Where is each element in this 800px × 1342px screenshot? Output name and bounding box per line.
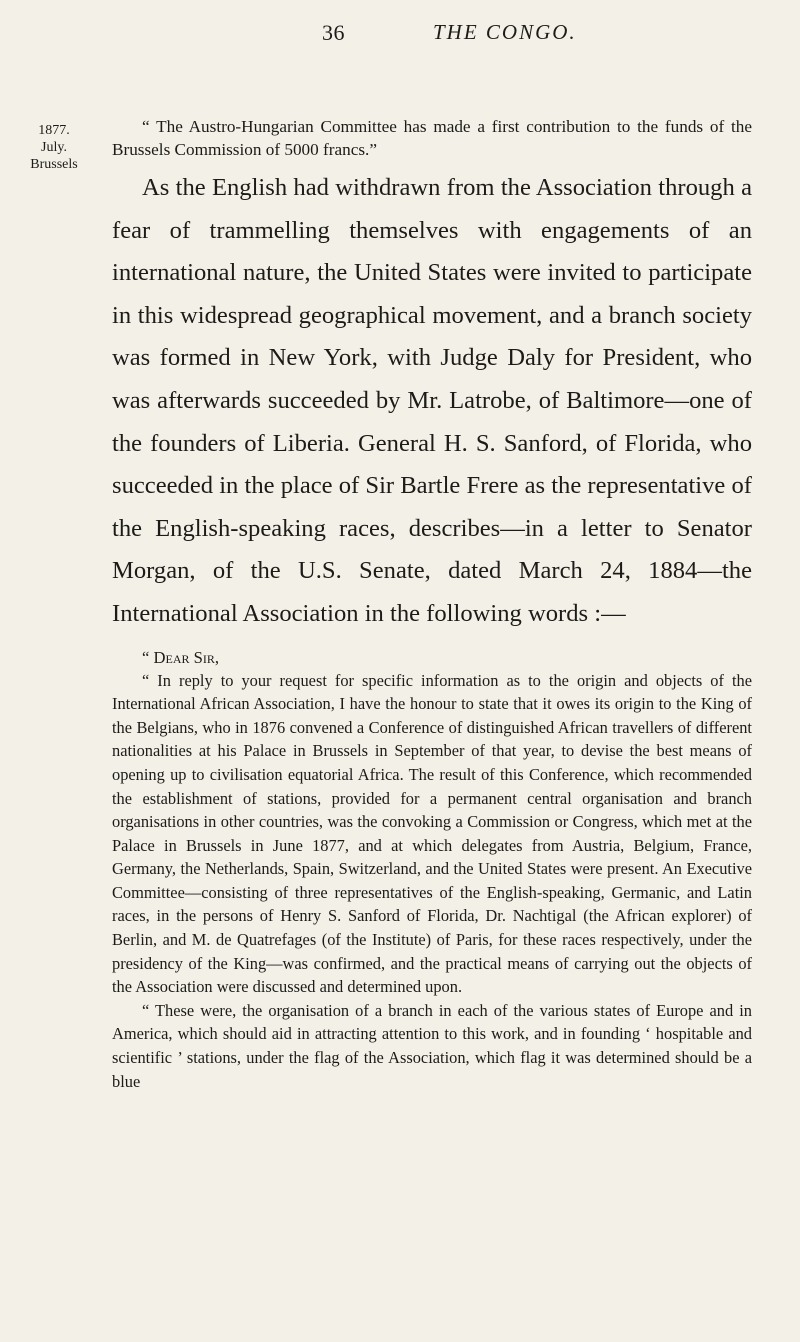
quote-continuation: “ The Austro-Hungarian Committee has made a first contribution to the funds of the Brussels Commission of 5000 francs.”	[112, 117, 752, 159]
page-body	[112, 115, 752, 1093]
running-title: THE CONGO.	[433, 20, 577, 44]
letter-salutation: “ Dear Sir,	[142, 647, 220, 667]
main-paragraph: As the English had withdrawn from the Association through a fear of trammelling themselves with engagements of an international nature, the United States were invited to participate in this widespread geographical movement, and a branch society was formed in New York, with Judge Daly for President, who was afterwards succeeded by Mr. Latrobe, of Baltimore—one of the founders of Liberia. General H. S. Sanford, of Florida, who succeeded in the place of Sir Bartle Frere as the representative of the English-speaking races, describes—in a letter to Senator Morgan, of the U.S. Senate, dated March 24, 1884—the International Association in the following words :—	[112, 174, 752, 627]
letter-paragraph-2: “ These were, the organisation of a branch in each of the various states of Europe and in America, which should aid in attracting attention to this work, and in founding ‘ hospitable and scientific ’ stations, under the flag of the Association, which flag it was determined should be a blue	[112, 1000, 752, 1091]
letter-paragraph-1: “ In reply to your request for specific information as to the origin and objects of the International African Association, I have the honour to state that it owes its origin to the King of the Belgians, who in 1876 convened a Conference of distinguished African travellers of different nationalities at his Palace in Brussels in September of that year, to devise the best means of opening up to civilisation equatorial Africa. The result of this Conference, which recommended the establishment of stations, provided for a permanent central organisation and branch organisations in other countries, was the convoking a Commission or Congress, which met at the Palace in Brussels in June 1877, and at which delegates from Austria, Belgium, France, Germany, the Netherlands, Spain, Switzerland, and the United States were present. An Executive Committee—consisting of three representatives of the English-speaking, Germanic, and Latin races, in the persons of Henry S. Sanford of Florida, Dr. Nachtigal (the African explorer) of Berlin, and M. de Quatrefages (of the Institute) of Paris, for these races respectively, under the presidency of the King—was confirmed, and the practical means of carrying out the objects of the Association were discussed and determined upon.	[112, 670, 752, 997]
margin-note-place: Brussels	[30, 157, 78, 172]
margin-note-year: 1877.	[38, 123, 70, 138]
page-header	[0, 20, 800, 50]
margin-note-month: July.	[41, 140, 67, 155]
margin-note	[26, 122, 82, 173]
page-number: 36	[322, 20, 345, 45]
